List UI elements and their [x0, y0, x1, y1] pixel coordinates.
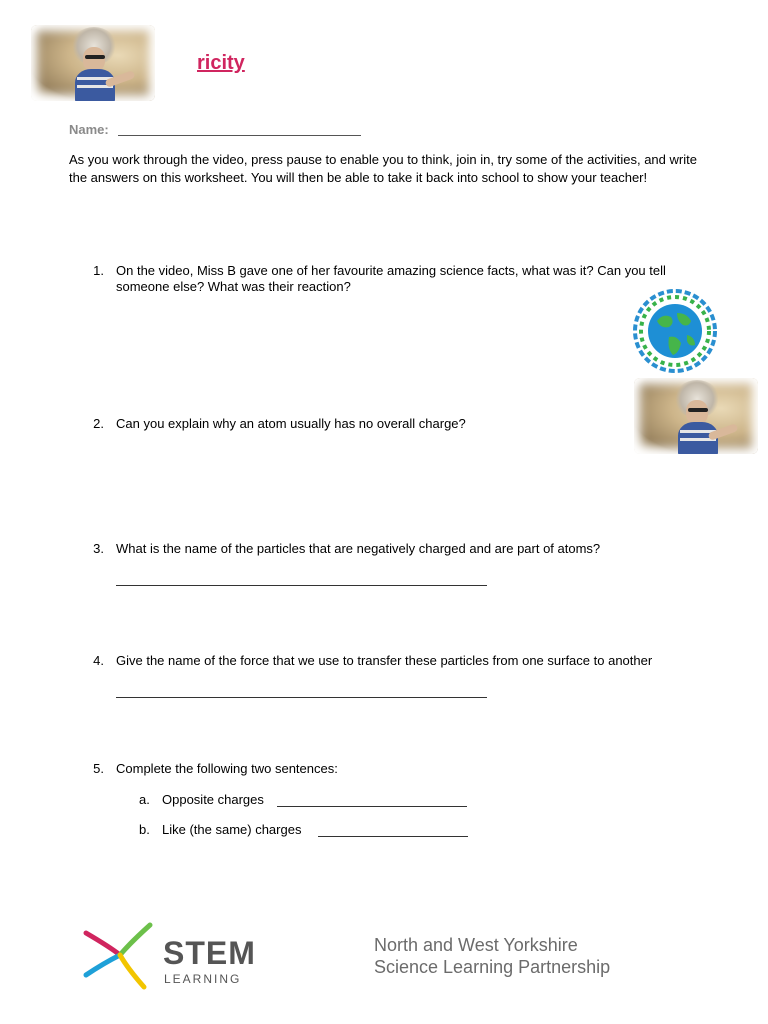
globe-people-icon [628, 287, 722, 375]
partner-line-1: North and West Yorkshire [374, 935, 578, 955]
question-text: On the video, Miss B gave one of her favourite amazing science facts, what was it? Can you tell someone else? What was their reaction? [116, 263, 666, 294]
name-label: Name: [69, 122, 109, 137]
stem-logo-sub: LEARNING [164, 972, 242, 986]
sub-item-letter: b. [139, 822, 150, 837]
question-number: 1. [93, 263, 104, 278]
answer-line[interactable] [277, 806, 467, 807]
answer-line[interactable] [318, 836, 468, 837]
stem-learning-logo [80, 915, 260, 995]
header-photo [31, 25, 155, 101]
question-number: 5. [93, 761, 104, 776]
question-number: 4. [93, 653, 104, 668]
sub-item-text: Like (the same) charges [162, 822, 302, 837]
stem-cross-icon [80, 917, 160, 993]
question-text: Complete the following two sentences: [116, 761, 338, 776]
question-text: What is the name of the particles that are negatively charged and are part of atoms? [116, 541, 601, 556]
name-field-line[interactable] [118, 135, 361, 136]
intro-paragraph: As you work through the video, press pause to enable you to think, join in, try some of the activities, and write the answers on this worksheet. You will then be able to take it back into school to show your teacher! [69, 152, 697, 185]
question-number: 3. [93, 541, 104, 556]
page-title: ricity [197, 52, 245, 74]
sub-item-text: Opposite charges [162, 792, 264, 807]
question-text: Can you explain why an atom usually has no overall charge? [116, 416, 466, 431]
partner-line-2: Science Learning Partnership [374, 957, 611, 977]
stem-logo-main: STEM [163, 935, 256, 971]
sub-item-letter: a. [139, 792, 150, 807]
answer-line[interactable] [116, 585, 487, 586]
question-text: Give the name of the force that we use to transfer these particles from one surface to another [116, 653, 653, 668]
question-number: 2. [93, 416, 104, 431]
side-photo [634, 378, 758, 454]
answer-line[interactable] [116, 697, 487, 698]
